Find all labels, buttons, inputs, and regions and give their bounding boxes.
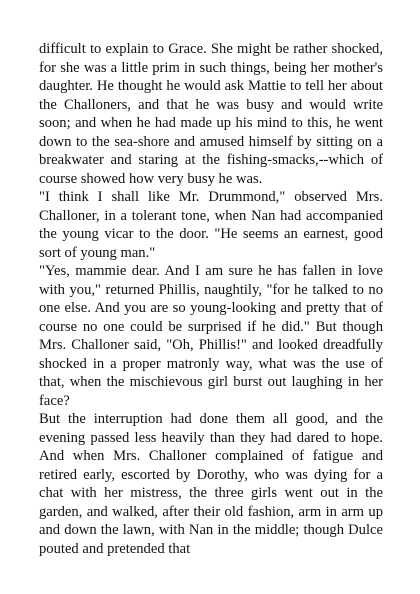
paragraph: difficult to explain to Grace. She might be rather shocked, for she was a little prim in such things, being her mother's daughter. He thought he would ask Mattie to tell her about the Challoners, and that he was busy and would write soon; and when he had made up his mind to this, he went down to the sea-shore and amused himself by sitting on a breakwater and staring at the fishing-smacks,--which of course showed how very busy he was. (39, 41, 383, 187)
page-text (39, 40, 383, 558)
paragraph: But the interruption had done them all good, and the evening passed less heavily than they had dared to hope. And when Mrs. Challoner complained of fatigue and retired early, escorted by Dorothy, who was dying for a chat with her mistress, the three girls went out in the garden, and walked, after their old fashion, arm in arm up and down the lawn, with Nan in the middle; though Dulce pouted and pretended that (39, 411, 383, 557)
paragraph: "Yes, mammie dear. And I am sure he has fallen in love with you," returned Phillis, naughtily, "for he talked to no one else. And you are so young-looking and pretty that of course no one could be surprised if he did." But though Mrs. Challoner said, "Oh, Phillis!" and looked dreadfully shocked in a proper matronly way, what was the use of that, when the mischievous girl burst out laughing in her face? (39, 263, 383, 409)
paragraph: "I think I shall like Mr. Drummond," observed Mrs. Challoner, in a tolerant tone, when Nan had accompanied the young vicar to the door. "He seems an earnest, good sort of young man." (39, 189, 383, 261)
